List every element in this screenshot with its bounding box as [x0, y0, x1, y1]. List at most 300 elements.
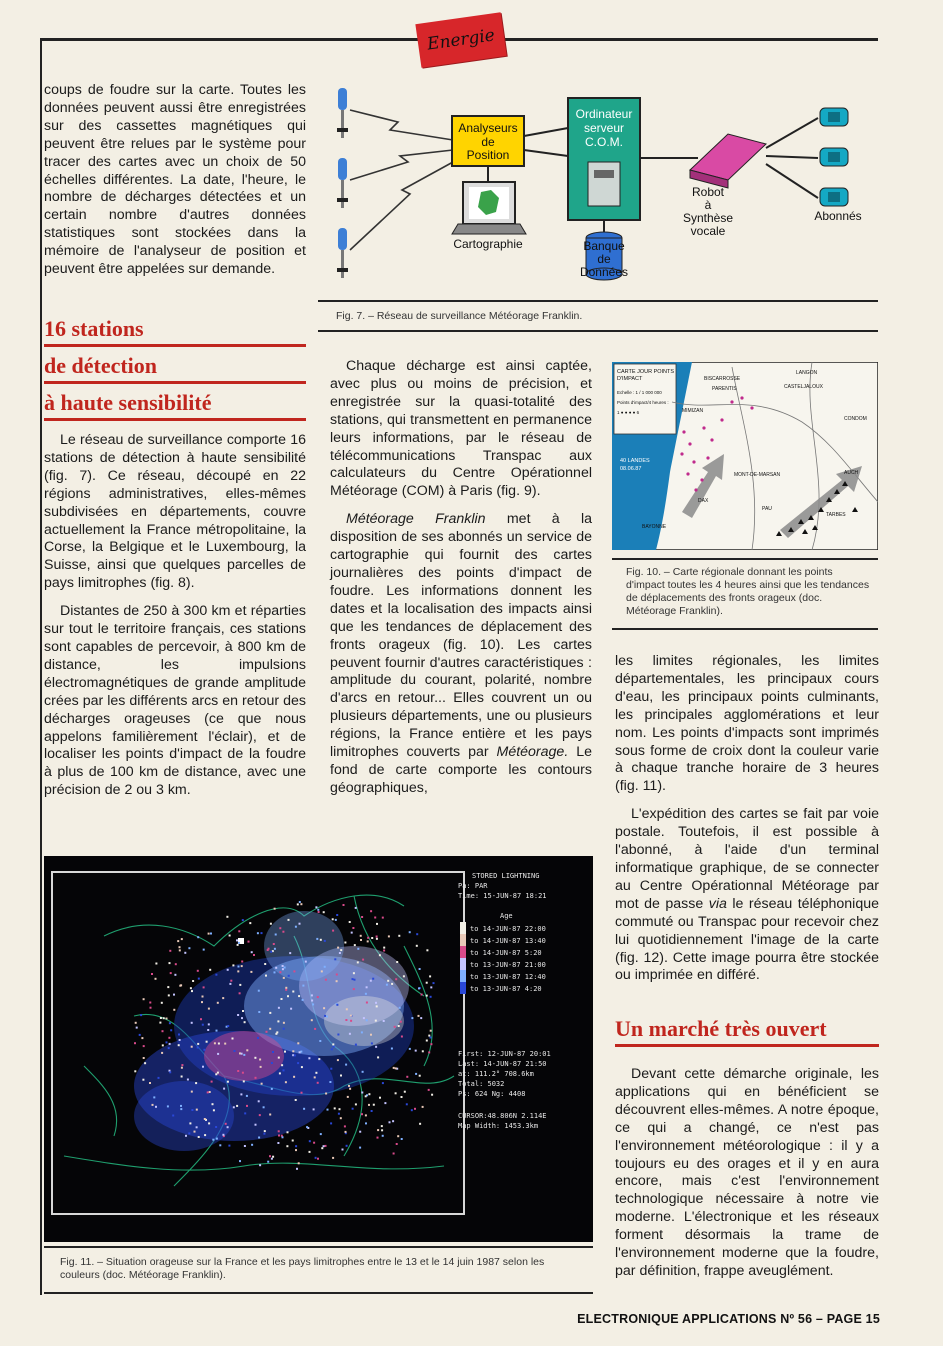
col2-em-2: Météorage.	[496, 744, 569, 761]
lightning-point	[203, 1049, 205, 1051]
lightning-point	[264, 963, 266, 965]
lightning-point	[290, 1008, 292, 1010]
lightning-point	[325, 979, 327, 981]
fig10-caption: Fig. 10. – Carte régionale donnant les points d'impact toutes les 4 heures ainsi que les tendances de déplacements des fronts orageux (doc. Météorage Franklin).	[626, 566, 870, 617]
col1-paragraph-2: Distantes de 250 à 300 km et réparties sur tout le territoire français, ces stations sont capables de percevoir, à 800 km de distance, les impulsions électromagnétiques de grande amplitude crées par les différents arcs en retour des décharges orageuses (ce que nous appelons familièrement l'éclair), et de localiser les points d'impact de la foudre à plus de 100 km de distance, avec une précision de 2 ou 3 km.	[44, 603, 306, 799]
lightning-point	[181, 1076, 183, 1078]
lightning-point	[345, 1064, 347, 1066]
lightning-point	[237, 970, 239, 972]
lightning-point	[179, 1039, 181, 1041]
lightning-point	[232, 1038, 234, 1040]
lightning-point	[311, 994, 313, 996]
lightning-point	[203, 986, 205, 988]
lightning-point	[431, 1094, 433, 1096]
lightning-point	[144, 1062, 146, 1064]
lightning-point	[301, 1092, 303, 1094]
lightning-point	[251, 1144, 253, 1146]
lightning-point	[255, 1077, 257, 1079]
lightning-point	[338, 1113, 340, 1115]
lightning-point	[151, 973, 153, 975]
lightning-point	[226, 916, 228, 918]
heading-marche: Un marché très ouvert	[615, 1016, 879, 1047]
lightning-point	[244, 1112, 246, 1114]
lightning-point	[152, 1104, 154, 1106]
lightning-point	[202, 1024, 204, 1026]
lightning-point	[198, 1136, 200, 1138]
lightning-point	[353, 972, 355, 974]
lightning-point	[281, 1064, 283, 1066]
lightning-point	[223, 1088, 225, 1090]
town-langon: LANGON	[796, 370, 818, 376]
lightning-point	[229, 935, 231, 937]
lightning-point	[302, 999, 304, 1001]
lightning-point	[366, 986, 368, 988]
lightning-point	[377, 1056, 379, 1058]
col3-paragraph-2	[615, 806, 879, 985]
lightning-point	[134, 1070, 136, 1072]
lightning-point	[365, 1095, 367, 1097]
lightning-point	[216, 1138, 218, 1140]
lightning-point	[287, 995, 289, 997]
lightning-point	[297, 903, 299, 905]
lightning-point	[163, 1017, 165, 1019]
lightning-point	[169, 1071, 171, 1073]
lightning-point	[242, 919, 244, 921]
lightning-point	[377, 1129, 379, 1131]
lightning-point	[187, 1079, 189, 1081]
lightning-point	[422, 1050, 424, 1052]
lightning-point	[222, 1134, 224, 1136]
column-2	[330, 358, 592, 808]
col3-p2-a: L'expédition des cartes se fait par voie postale. Toutefois, il est possible à l'abonné, à l'aide d'un terminal informatique graphique, de se connecter au Centre Opérationnal Météorage par mot de passe	[615, 806, 879, 912]
lightning-point	[359, 1147, 361, 1149]
lightning-point	[324, 966, 326, 968]
lightning-point	[175, 963, 177, 965]
lightning-point	[192, 980, 194, 982]
lightning-point	[284, 1051, 286, 1053]
banque-label-3: Données	[579, 265, 629, 279]
lightning-point	[411, 1017, 413, 1019]
lightning-point	[392, 1120, 394, 1122]
lightning-point	[143, 1057, 145, 1059]
lightning-point	[383, 1020, 385, 1022]
lightning-point	[178, 1044, 180, 1046]
lightning-point	[362, 959, 364, 961]
lightning-point	[426, 1040, 428, 1042]
town-auch: AUCH	[844, 470, 859, 476]
lightning-point	[387, 980, 389, 982]
col2-p2-end: Le fond de carte comporte les contours géographiques,	[330, 744, 592, 796]
lightning-point	[209, 1091, 211, 1093]
lightning-point	[228, 1145, 230, 1147]
lightning-point	[162, 1044, 164, 1046]
robot-icon	[690, 134, 766, 188]
lightning-point	[191, 1091, 193, 1093]
lightning-point	[178, 1034, 180, 1036]
fig11-header-2: Pa: PAR	[458, 882, 488, 890]
lightning-point	[208, 933, 210, 935]
lightning-point	[299, 923, 301, 925]
lightning-point	[420, 1017, 422, 1019]
lightning-point	[371, 1110, 373, 1112]
lightning-point	[255, 1124, 257, 1126]
fig11-caption: Fig. 11. – Situation orageuse sur la France et les pays limitrophes entre le 13 et le 14 juin 1987 selon les couleurs (doc. Météorage Franklin).	[60, 1256, 545, 1281]
lightning-point	[257, 932, 259, 934]
lightning-point	[288, 975, 290, 977]
lightning-point	[227, 1081, 229, 1083]
lightning-point	[309, 1151, 311, 1153]
lightning-point	[277, 1142, 279, 1144]
lightning-point	[355, 1103, 357, 1105]
lightning-point	[321, 970, 323, 972]
lightning-point	[312, 1003, 314, 1005]
lightning-point	[174, 974, 176, 976]
lightning-point	[239, 992, 241, 994]
fig11-age-title: Age	[500, 912, 513, 920]
lightning-point	[285, 989, 287, 991]
lightning-point	[253, 954, 255, 956]
town-pau: PAU	[762, 506, 772, 512]
lightning-point	[217, 1072, 219, 1074]
lightning-point	[179, 946, 181, 948]
lightning-point	[335, 919, 337, 921]
lightning-point	[361, 1092, 363, 1094]
lightning-point	[318, 1058, 320, 1060]
lightning-point	[204, 1118, 206, 1120]
lightning-point	[275, 1033, 277, 1035]
lightning-point	[275, 967, 277, 969]
lightning-point	[267, 1161, 269, 1163]
lightning-point	[394, 1026, 396, 1028]
lightning-point	[219, 1144, 221, 1146]
lightning-point	[430, 996, 432, 998]
network-diagram	[318, 70, 878, 302]
robot-label-2: à	[704, 198, 712, 212]
lightning-point	[354, 944, 356, 946]
fig10-rule-top	[612, 558, 878, 560]
section-heading-marche	[615, 1016, 879, 1053]
lightning-point	[269, 1028, 271, 1030]
lightning-point	[315, 1157, 317, 1159]
page-footer: ELECTRONIQUE APPLICATIONS Nº 56 – PAGE 15	[577, 1312, 880, 1326]
lightning-point	[400, 1021, 402, 1023]
lightning-point	[313, 1142, 315, 1144]
lightning-point	[370, 910, 372, 912]
lightning-point	[287, 1131, 289, 1133]
lightning-point	[350, 1015, 352, 1017]
lightning-point	[374, 917, 376, 919]
lightning-point	[299, 901, 301, 903]
lightning-point	[314, 1028, 316, 1030]
lightning-point	[365, 1122, 367, 1124]
column-1	[44, 82, 306, 289]
lightning-point	[271, 1088, 273, 1090]
lightning-point	[401, 1036, 403, 1038]
fig11-rule-top	[44, 1246, 593, 1248]
heading-line-1: 16 stations	[44, 316, 306, 347]
lightning-point	[283, 977, 285, 979]
lightning-point	[352, 1108, 354, 1110]
lightning-point	[200, 1018, 202, 1020]
lightning-point	[406, 1076, 408, 1078]
lightning-point	[336, 980, 338, 982]
left-column-rule	[40, 40, 42, 1295]
lightning-point	[352, 978, 354, 980]
lightning-point	[202, 996, 204, 998]
lightning-point	[396, 1143, 398, 1145]
lightning-point	[191, 1109, 193, 1111]
fig11-stat-5: Ps: 624 Ng: 4408	[458, 1090, 526, 1098]
lightning-point	[285, 1081, 287, 1083]
lightning-point	[279, 927, 281, 929]
lightning-point	[215, 1126, 217, 1128]
fig11-age-row-4: to 13-JUN-87 21:00	[470, 961, 546, 969]
lightning-point	[360, 939, 362, 941]
lightning-point	[283, 1028, 285, 1030]
lightning-point	[213, 1109, 215, 1111]
lightning-point	[215, 1073, 217, 1075]
lightning-point	[298, 995, 300, 997]
lightning-point	[241, 961, 243, 963]
lightning-point	[177, 940, 179, 942]
fig11-rule-bottom	[44, 1292, 593, 1294]
lightning-point	[158, 1077, 160, 1079]
lightning-point	[208, 1122, 210, 1124]
lightning-point	[239, 984, 241, 986]
lightning-point	[293, 970, 295, 972]
lightning-point	[230, 980, 232, 982]
lightning-point	[334, 1107, 336, 1109]
lightning-point	[383, 947, 385, 949]
lightning-point	[134, 1042, 136, 1044]
lightning-point	[294, 1054, 296, 1056]
lightning-point	[238, 966, 240, 968]
lightning-point	[191, 1046, 193, 1048]
lightning-point	[206, 1041, 208, 1043]
col1-paragraph-1: Le réseau de surveillance comporte 16 stations de détection à haute sensibilité (fig. 7). Ce réseau, découpé en 22 régions administratives, elles-mêmes subdivisées en départements, couvre actuellement la France métropolitaine, la Corse, la Belgique et le Luxembourg, la Suisse, ainsi que quelques parcelles de pays limitrophes (fig. 8).	[44, 432, 306, 592]
lightning-point	[232, 964, 234, 966]
lightning-point	[215, 974, 217, 976]
antenna-icon	[337, 88, 348, 138]
lightning-point	[298, 1162, 300, 1164]
lightning-point	[207, 1029, 209, 1031]
lightning-point	[167, 986, 169, 988]
ordinateur-label-2: serveur	[583, 121, 625, 135]
lightning-point	[208, 1008, 210, 1010]
lightning-point	[155, 963, 157, 965]
lightning-point	[203, 949, 205, 951]
lightning-point	[244, 1021, 246, 1023]
lightning-point	[283, 1022, 285, 1024]
lightning-point	[382, 1135, 384, 1137]
lightning-point	[169, 962, 171, 964]
lightning-point	[185, 1135, 187, 1137]
lightning-point	[344, 1125, 346, 1127]
lightning-point	[258, 1137, 260, 1139]
analyseurs-label-2: de	[481, 135, 495, 149]
lightning-point	[370, 980, 372, 982]
lightning-point	[349, 921, 351, 923]
lightning-point	[332, 930, 334, 932]
lightning-point	[295, 1145, 297, 1147]
heading-line-2: de détection	[44, 353, 306, 384]
lightning-point	[142, 1079, 144, 1081]
lightning-point	[150, 1007, 152, 1009]
lightning-point	[401, 1138, 403, 1140]
lightning-point	[141, 1037, 143, 1039]
lightning-point	[201, 1001, 203, 1003]
lightning-point	[336, 974, 338, 976]
lightning-point	[265, 975, 267, 977]
lightning-point	[395, 978, 397, 980]
lightning-point	[371, 1042, 373, 1044]
lightning-point	[238, 942, 240, 944]
energie-badge	[415, 12, 506, 68]
lightning-point	[238, 930, 240, 932]
lightning-point	[292, 991, 294, 993]
lightning-point	[339, 1108, 341, 1110]
lightning-point	[274, 971, 276, 973]
energie-badge-label: Energie	[425, 25, 497, 55]
figure-7	[318, 70, 878, 302]
lightning-point	[282, 968, 284, 970]
lightning-point	[340, 1075, 342, 1077]
lightning-point	[214, 1042, 216, 1044]
lightning-point	[289, 952, 291, 954]
lightning-point	[188, 1132, 190, 1134]
lightning-point	[418, 987, 420, 989]
lightning-point	[397, 1135, 399, 1137]
lightning-point	[250, 971, 252, 973]
antenna-icon	[337, 228, 348, 278]
lightning-point	[169, 950, 171, 952]
lightning-point	[159, 1022, 161, 1024]
lightning-point	[416, 933, 418, 935]
lightning-point	[239, 1160, 241, 1162]
lightning-point	[243, 1080, 245, 1082]
ordinateur-label-3: C.O.M.	[585, 135, 623, 149]
col3-p2-b: le réseau téléphonique commuté ou Transpac pour recevoir chez lui quotidiennement l'image de la carte (fig. 12). Cette image pourra être stockée ou imprimée en différé.	[615, 895, 879, 984]
town-casteljaloux: CASTELJALOUX	[784, 384, 823, 390]
lightning-point	[426, 949, 428, 951]
lightning-point	[181, 938, 183, 940]
lightning-point	[376, 936, 378, 938]
lightning-point	[227, 1025, 229, 1027]
lightning-point	[170, 972, 172, 974]
lightning-point	[281, 998, 283, 1000]
lightning-point	[419, 1123, 421, 1125]
lightning-point	[292, 1050, 294, 1052]
lightning-point	[217, 1053, 219, 1055]
lightning-point	[227, 969, 229, 971]
lightning-point	[368, 1093, 370, 1095]
lightning-point	[326, 1016, 328, 1018]
lightning-point	[430, 1030, 432, 1032]
ordinateur-label-1: Ordinateur	[575, 107, 633, 121]
lightning-point	[331, 1048, 333, 1050]
lightning-point	[170, 1029, 172, 1031]
lightning-point	[375, 1046, 377, 1048]
lightning-point	[415, 1050, 417, 1052]
lightning-point	[371, 937, 373, 939]
lightning-point	[179, 949, 181, 951]
lightning-point	[381, 1125, 383, 1127]
town-dax: DAX	[698, 498, 709, 504]
lightning-point	[153, 1096, 155, 1098]
lightning-point	[195, 1082, 197, 1084]
lightning-point	[149, 1002, 151, 1004]
lightning-point	[272, 1156, 274, 1158]
lightning-point	[361, 1113, 363, 1115]
lightning-point	[382, 917, 384, 919]
lightning-point	[409, 931, 411, 933]
town-mont-de-marsan: MONT-DE-MARSAN	[734, 472, 781, 478]
lightning-point	[278, 1135, 280, 1137]
lightning-point	[234, 1050, 236, 1052]
fig7-rule-top	[318, 300, 878, 302]
lightning-point	[272, 1051, 274, 1053]
lightning-point	[376, 938, 378, 940]
lightning-point	[181, 1067, 183, 1069]
lightning-point	[288, 919, 290, 921]
lightning-point	[297, 1042, 299, 1044]
col2-paragraph-1: Chaque décharge est ainsi captée, avec plus ou moins de précision, et enregistrée sur la quasi-totalité des stations, qui transmettent en permanence leurs informations, par le réseau de télécommunications Transpac aux calculateurs du Centre Opérationnel Météorage (COM) à Paris (fig. 9).	[330, 358, 592, 500]
lightning-point	[409, 1048, 411, 1050]
fig10-region-2: 08.06.87	[620, 466, 642, 472]
lightning-point	[258, 1011, 260, 1013]
lightning-point	[136, 1027, 138, 1029]
lightning-point	[388, 935, 390, 937]
fig11-age-row-1: to 14-JUN-87 22:00	[470, 925, 546, 933]
lightning-point	[324, 940, 326, 942]
lightning-point	[168, 1047, 170, 1049]
lightning-point	[393, 1153, 395, 1155]
lightning-point	[246, 1049, 248, 1051]
fig10-legend-title-1: CARTE JOUR POINTS	[617, 369, 675, 375]
lightning-point	[315, 906, 317, 908]
lightning-point	[279, 1072, 281, 1074]
figure-10	[612, 362, 878, 550]
heading-line-3: à haute sensibilité	[44, 390, 306, 421]
lightning-point	[190, 987, 192, 989]
telephone-icon	[820, 108, 848, 126]
lightning-point	[372, 978, 374, 980]
lightning-point	[271, 1158, 273, 1160]
lightning-point	[332, 1157, 334, 1159]
lightning-point	[365, 1114, 367, 1116]
lightning-point	[428, 1089, 430, 1091]
lightning-point	[299, 1051, 301, 1053]
lightning-point	[329, 1081, 331, 1083]
lightning-point	[292, 1140, 294, 1142]
lightning-point	[352, 927, 354, 929]
lightning-point	[395, 1092, 397, 1094]
lightning-point	[204, 1134, 206, 1136]
lightning-point	[317, 996, 319, 998]
lightning-point	[263, 1106, 265, 1108]
column-3	[615, 653, 879, 995]
lightning-point	[401, 1096, 403, 1098]
lightning-point	[140, 1014, 142, 1016]
lightning-point	[246, 1105, 248, 1107]
town-tarbes: TARBES	[826, 512, 846, 518]
lightning-point	[211, 1081, 213, 1083]
lightning-point	[279, 971, 281, 973]
lightning-point	[301, 1066, 303, 1068]
lightning-point	[285, 987, 287, 989]
lightning-point	[224, 1043, 226, 1045]
lightning-point	[197, 1043, 199, 1045]
